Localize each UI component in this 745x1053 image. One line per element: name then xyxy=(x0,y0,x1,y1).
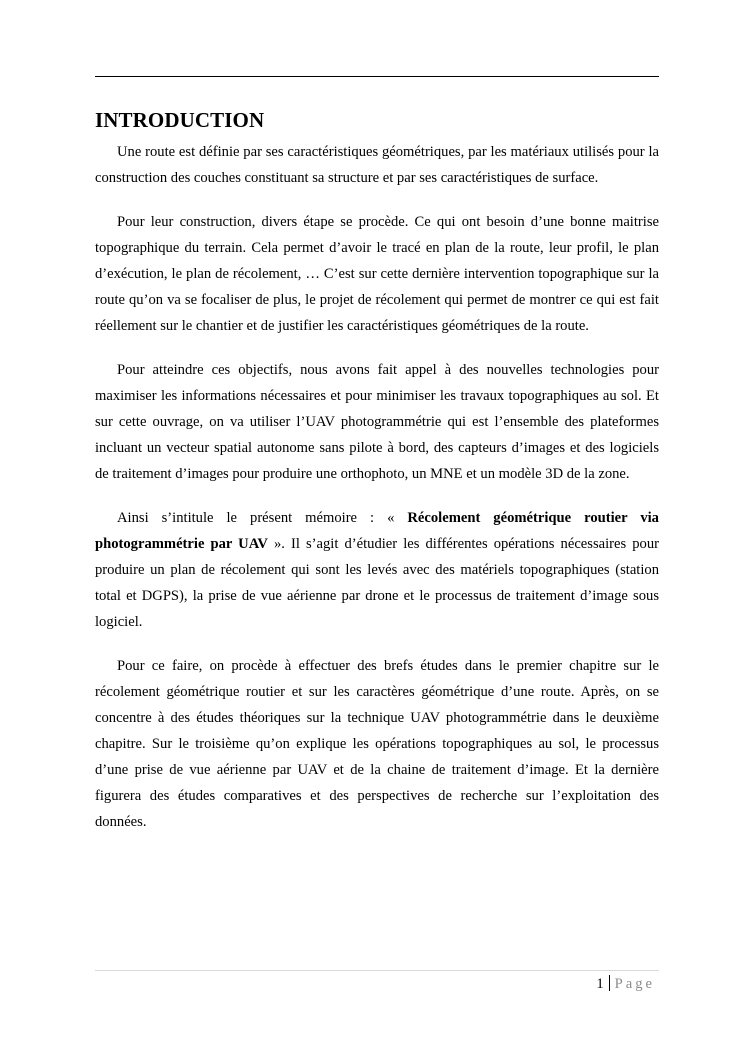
paragraph-1: Une route est définie par ses caractéristiques géométriques, par les matériaux utilisés pour la construction des couches constituant sa structure et par ses caractéristiques de surface. xyxy=(95,144,659,186)
paragraph-4-rest: ». Il s’agit d’étudier les différentes opérations nécessaires pour produire un plan de récolement qui sont les levés avec des matériels topographiques (station total et DGPS), la prise de vue aérienne par drone et le processus de traitement d’image sous logiciel. xyxy=(95,536,660,630)
document-body xyxy=(95,106,659,853)
page-label: Page xyxy=(614,976,655,992)
page-number: 1 xyxy=(596,976,604,992)
paragraph-4 xyxy=(95,505,659,635)
page-footer xyxy=(95,970,659,992)
paragraph-2: Pour leur construction, divers étape se procède. Ce qui ont besoin d’une bonne maitrise topographique du terrain. Cela permet d’avoir le tracé en plan de la route, leur profil, le plan d’exécution, le plan de récolement, … C’est sur cette dernière intervention topographique sur la route qu’on va se focaliser de plus, le projet de récolement qui permet de montrer ce qui est fait réellement sur le chantier et de justifier les caractéristiques géométriques de la route. xyxy=(95,214,659,334)
header-rule xyxy=(95,76,659,77)
section-title: INTRODUCTION xyxy=(95,108,265,132)
paragraph-5: Pour ce faire, on procède à effectuer des brefs études dans le premier chapitre sur le récolement géométrique routier et sur les caractères géométrique d’une route. Après, on se concentre à des études théoriques sur la technique UAV photogrammétrie dans le deuxième chapitre. Sur le troisième qu’on explique les opérations topographiques au sol, le processus d’une prise de vue aérienne par UAV et de la chaine de traitement d’image. Et la dernière figurera des études comparatives et des perspectives de recherche sur l’exploitation des données. xyxy=(95,658,659,830)
paragraph-3: Pour atteindre ces objectifs, nous avons fait appel à des nouvelles technologies pour maximiser les informations nécessaires et pour minimiser les travaux topographiques au sol. Et sur cette ouvrage, on va utiliser l’UAV photogrammétrie qui est l’ensemble des plateformes incluant un vecteur spatial autonome sans pilote à bord, des capteurs d’images et des logiciels de traitement d’images pour produire une orthophoto, un MNE et un modèle 3D de la zone. xyxy=(95,362,659,482)
paragraph-4-intro: Ainsi s’intitule le présent mémoire : « xyxy=(117,510,408,526)
memoire-title: Récolement géométrique routier via photogrammétrie par UAV xyxy=(95,510,659,552)
page-separator-bar xyxy=(609,975,610,991)
page-number-block xyxy=(596,975,655,993)
